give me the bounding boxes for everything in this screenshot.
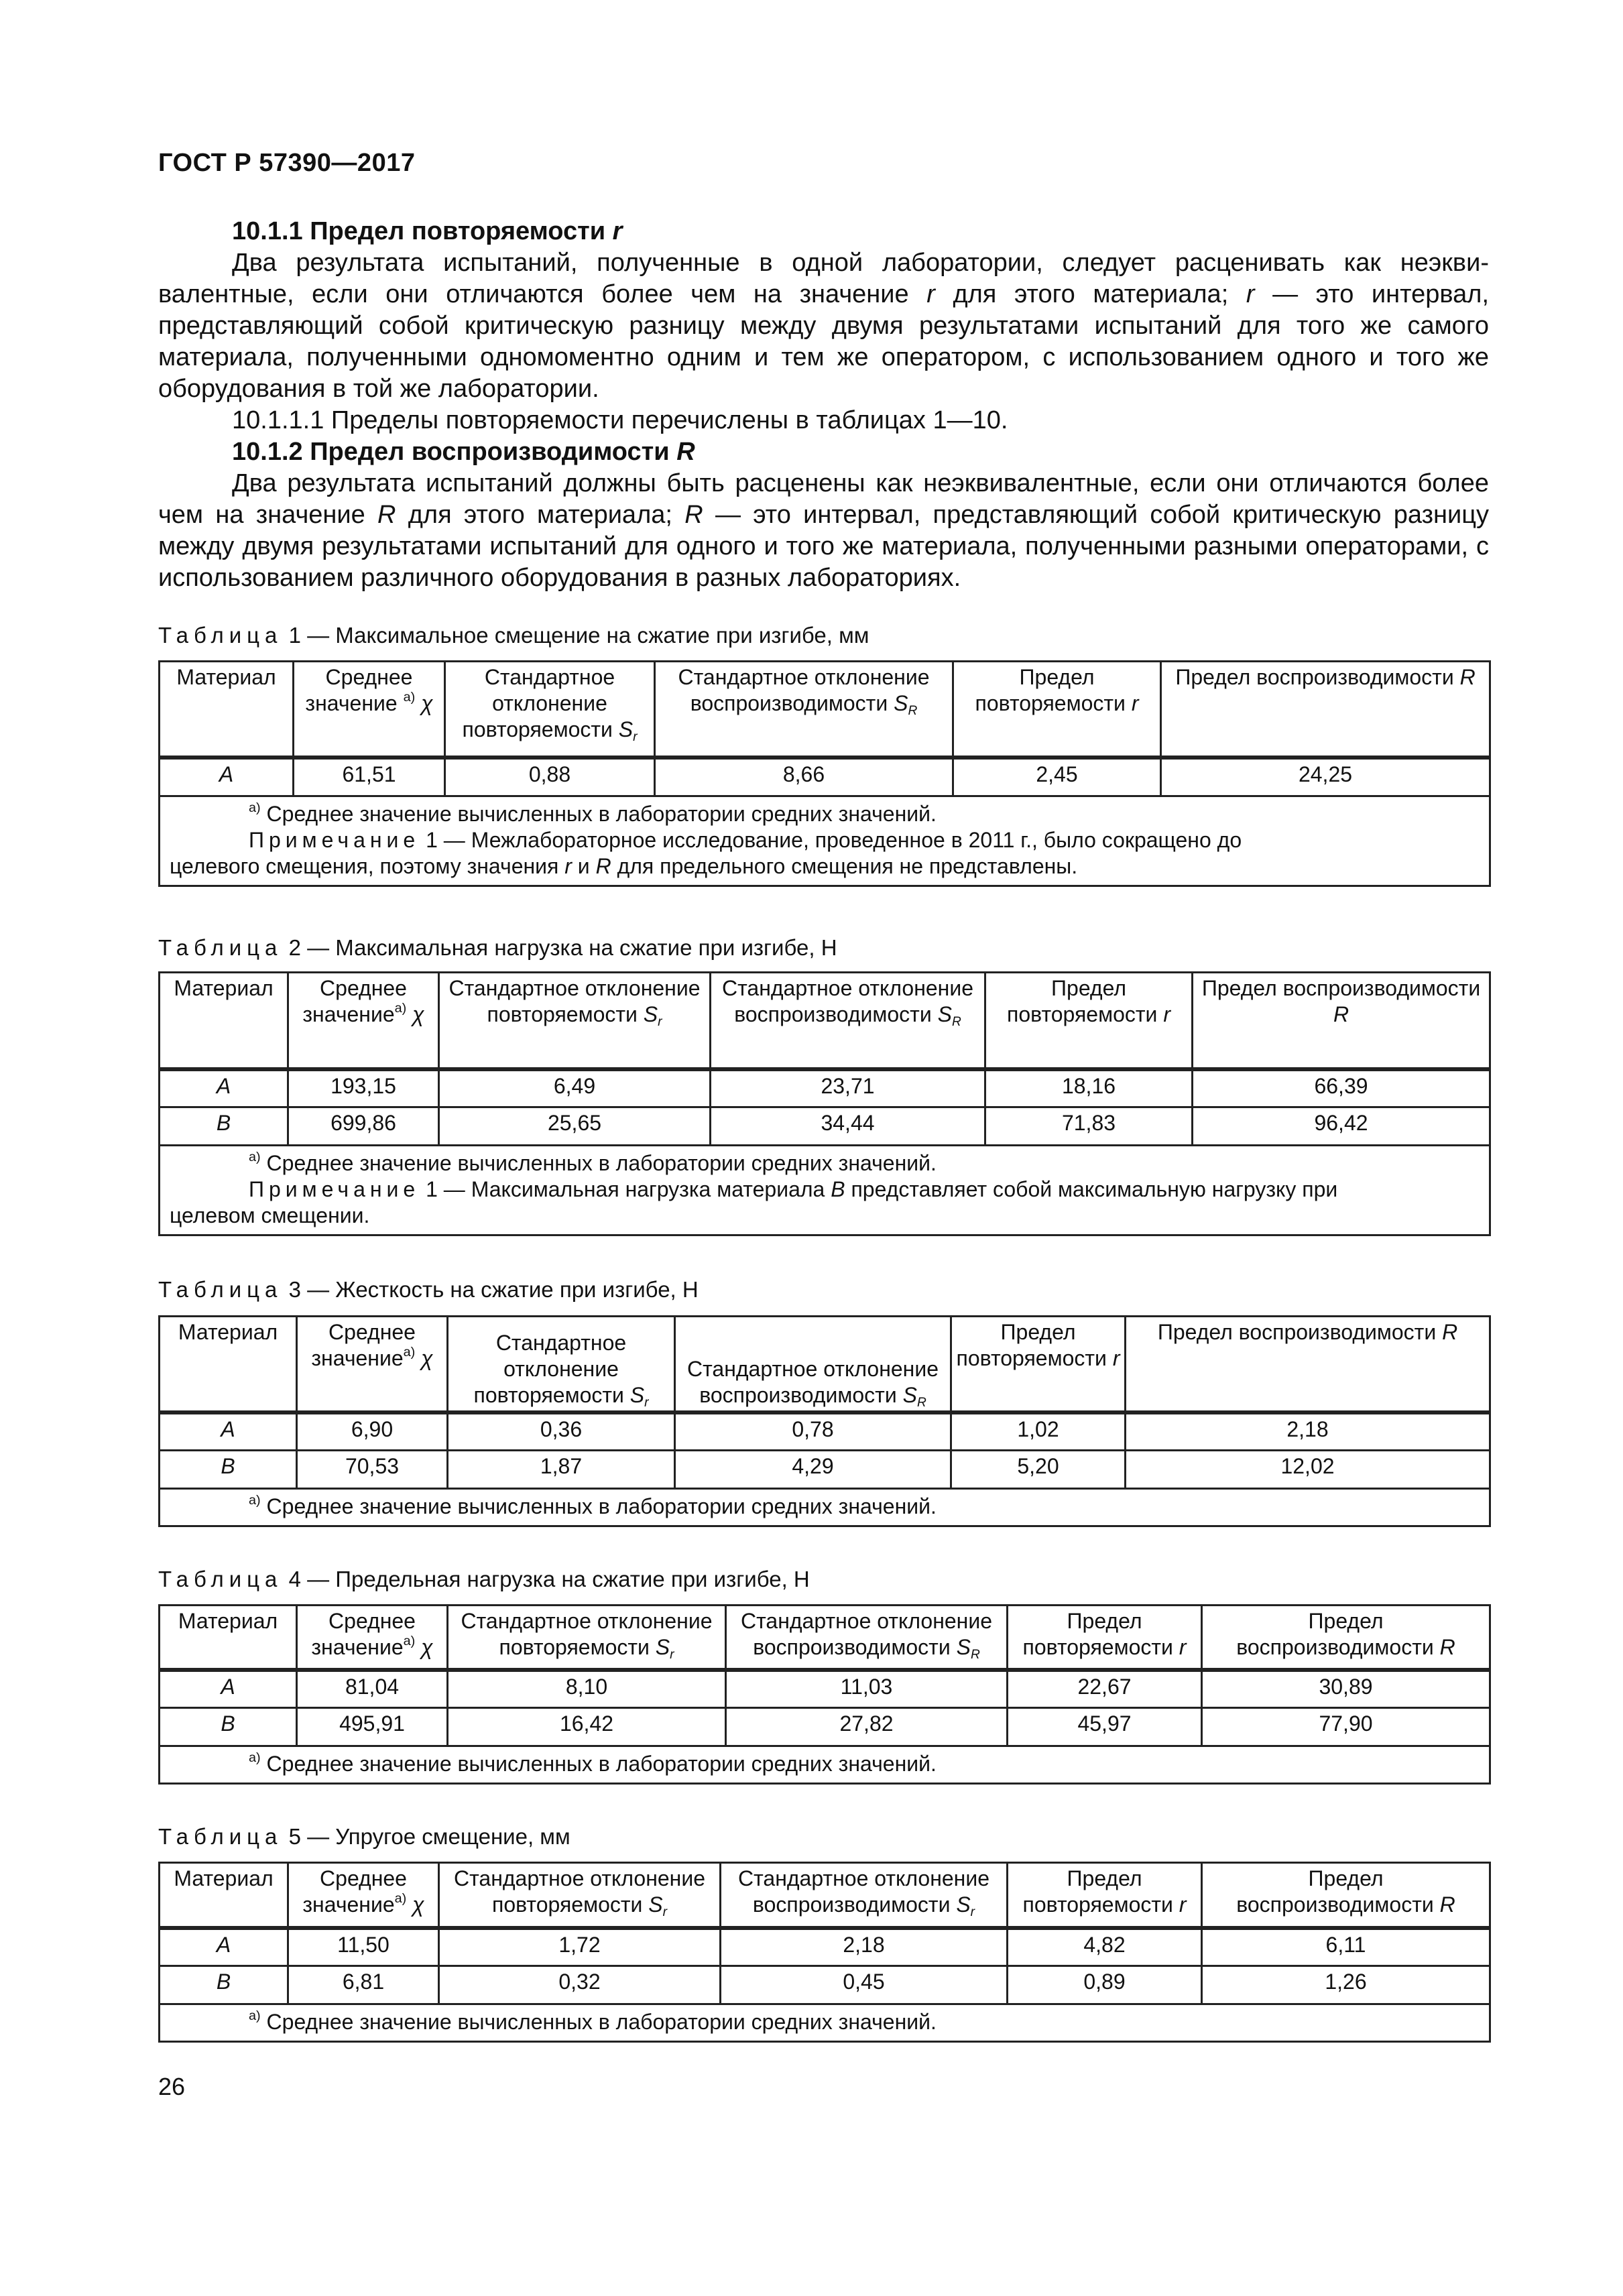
table3 xyxy=(158,1315,1491,1527)
table1 xyxy=(158,660,1491,887)
col-mean: Среднее значение$^{a)}$ χ xyxy=(288,973,439,1069)
table-cell: 11,50 xyxy=(288,1928,439,1966)
col-sd-repeatability: Стандартное отклонение повторяемости $S_r$ xyxy=(439,973,711,1069)
table1-notes xyxy=(160,796,1490,886)
table1-caption: Таблица 1 — Максимальное смещение на сжатие при изгибе, мм xyxy=(158,623,869,648)
table-cell: A xyxy=(160,758,294,796)
table-cell: 27,82 xyxy=(726,1708,1008,1746)
col-repeatability-limit: Предел повторяемости r xyxy=(1008,1863,1202,1928)
table-cell: 96,42 xyxy=(1193,1107,1490,1146)
paragraph-10-1-1-1: 10.1.1.1 Пределы повторяемости перечислены в таблицах 1—10. xyxy=(232,406,1008,434)
col-reproducibility-limit: Предел воспроизводимости R xyxy=(1202,1606,1490,1670)
col-material: Материал xyxy=(160,662,294,758)
footnote: $^{a)}$ Среднее значение вычисленных в лаборатории средних значений. xyxy=(249,800,937,826)
footnote: $^{a)}$ Среднее значение вычисленных в лаборатории средних значений. xyxy=(249,1750,937,1776)
table-cell: 495,91 xyxy=(297,1708,448,1746)
table2-header-row xyxy=(160,973,1490,1069)
table4-caption: Таблица 4 — Предельная нагрузка на сжатие при изгибе, Н xyxy=(158,1567,810,1591)
col-sd-repeatability: Стандартное отклонение повторяемости $S_r$ xyxy=(439,1863,721,1928)
table-row xyxy=(160,758,1490,796)
table-cell: 16,42 xyxy=(448,1708,726,1746)
table1-header-row xyxy=(160,662,1490,758)
col-repeatability-limit: Предел повторяемости r xyxy=(951,1317,1126,1412)
table-row xyxy=(160,1670,1490,1708)
col-sd-repeatability: Стандартное отклонение повторяемости $S_r$ xyxy=(445,662,655,758)
table-cell: 1,02 xyxy=(951,1412,1126,1451)
table-row xyxy=(160,1928,1490,1966)
col-sd-reproducibility: Стандартное отклонение воспроизводимости $S_R$ xyxy=(655,662,953,758)
table-cell: 22,67 xyxy=(1008,1670,1202,1708)
table-cell: 1,87 xyxy=(448,1451,675,1489)
table-cell: 1,72 xyxy=(439,1928,721,1966)
col-reproducibility-limit: Предел воспроизводимости R xyxy=(1202,1863,1490,1928)
note-continuation: целевого смещения, поэтому значения r и R для предельного смещения не представлены. xyxy=(170,854,1078,878)
col-reproducibility-limit: Предел воспроизводимости R xyxy=(1161,662,1490,758)
table-cell: 6,11 xyxy=(1202,1928,1490,1966)
col-mean: Среднее значение $^{a)}$ χ xyxy=(294,662,445,758)
page-number: 26 xyxy=(158,2073,186,2100)
col-mean: Среднее значение$^{a)}$ χ xyxy=(288,1863,439,1928)
table5 xyxy=(158,1862,1491,2043)
footnote: $^{a)}$ Среднее значение вычисленных в лаборатории средних значений. xyxy=(249,1493,937,1518)
table2-note-row xyxy=(160,1146,1490,1235)
table-cell: A xyxy=(160,1069,288,1107)
table4-note-row xyxy=(160,1746,1490,1784)
table-row xyxy=(160,1107,1490,1146)
table-cell: 0,32 xyxy=(439,1966,721,2004)
table-cell: 2,45 xyxy=(953,758,1161,796)
col-repeatability-limit: Предел повторяемости r xyxy=(953,662,1161,758)
table-cell: 2,18 xyxy=(721,1928,1008,1966)
col-mean: Среднее значение$^{a)}$ χ xyxy=(297,1606,448,1670)
table3-caption: Таблица 3 — Жесткость на сжатие при изгибе, Н xyxy=(158,1277,699,1302)
table-cell: 5,20 xyxy=(951,1451,1126,1489)
table4-header-row xyxy=(160,1606,1490,1670)
table-cell: 699,86 xyxy=(288,1107,439,1146)
table-cell: B xyxy=(160,1966,288,2004)
table-cell: 23,71 xyxy=(711,1069,985,1107)
table-cell: 18,16 xyxy=(985,1069,1193,1107)
table-cell: B xyxy=(160,1107,288,1146)
table-cell: B xyxy=(160,1451,297,1489)
table4 xyxy=(158,1604,1491,1785)
col-sd-repeatability: Стандартное отклонение повторяемости $S_r$ xyxy=(448,1606,726,1670)
table-row xyxy=(160,1451,1490,1489)
table-cell: 70,53 xyxy=(297,1451,448,1489)
table-row xyxy=(160,1966,1490,2004)
footnote: $^{a)}$ Среднее значение вычисленных в лаборатории средних значений. xyxy=(249,2008,937,2034)
body-text xyxy=(158,216,1489,594)
table2 xyxy=(158,971,1491,1236)
col-material: Материал xyxy=(160,1863,288,1928)
table-cell: 8,66 xyxy=(655,758,953,796)
table-cell: 12,02 xyxy=(1126,1451,1490,1489)
table2-caption: Таблица 2 — Максимальная нагрузка на сжатие при изгибе, Н xyxy=(158,935,837,960)
table-cell: 1,26 xyxy=(1202,1966,1490,2004)
table5-header-row xyxy=(160,1863,1490,1928)
col-sd-repeatability: Стандартное отклонение повторяемости $S_r$ xyxy=(448,1317,675,1412)
table-row xyxy=(160,1412,1490,1451)
col-reproducibility-limit: Предел воспроизводимости R xyxy=(1193,973,1490,1069)
note: Примечание 1 — Максимальная нагрузка материала B представляет собой максимальную нагрузку при xyxy=(249,1177,1338,1201)
col-sd-reproducibility: Стандартное отклонение воспроизводимости $S_R$ xyxy=(726,1606,1008,1670)
document-header: ГОСТ Р 57390—2017 xyxy=(158,149,416,177)
col-sd-reproducibility: Стандартное отклонение воспроизводимости $S_R$ xyxy=(675,1317,951,1412)
table3-header-row xyxy=(160,1317,1490,1412)
table-cell: 0,45 xyxy=(721,1966,1008,2004)
table-cell: 45,97 xyxy=(1008,1708,1202,1746)
note-continuation: целевом смещении. xyxy=(170,1203,370,1227)
table-cell: 61,51 xyxy=(294,758,445,796)
table-cell: 34,44 xyxy=(711,1107,985,1146)
table-cell: 25,65 xyxy=(439,1107,711,1146)
table4-notes xyxy=(160,1746,1490,1784)
paragraph-repeatability: Два результата испытаний, полученные в одной лаборатории, следует расценивать как неэкви-валентные, если они отличаются более чем на значение r для этого материала; r — это интервал, представляющий собой критическую разницу между двумя результатами испытаний для того же самого материала, полученными одномоментно одним и тем же оператором, с использованием одного и того же оборудования в той же лаборатории. xyxy=(158,249,1489,403)
table-cell: 0,89 xyxy=(1008,1966,1202,2004)
table2-notes xyxy=(160,1146,1490,1235)
table-cell: A xyxy=(160,1670,297,1708)
table-row xyxy=(160,1069,1490,1107)
table5-notes xyxy=(160,2004,1490,2042)
paragraph-reproducibility: Два результата испытаний должны быть расценены как неэквивалентные, если они отличаются более чем на значение R для этого материала; R — это интервал, представляющий собой критическую разницу между двумя результатами испытаний для одного и того же материала, полученными разными операторами, с использованием различного оборудования в разных лабораториях. xyxy=(158,469,1489,592)
table-cell: 6,90 xyxy=(297,1412,448,1451)
table-cell: 2,18 xyxy=(1126,1412,1490,1451)
section-heading-10-1-1: 10.1.1 Предел повторяемости r xyxy=(232,217,623,245)
col-repeatability-limit: Предел повторяемости r xyxy=(1008,1606,1202,1670)
table-cell: 71,83 xyxy=(985,1107,1193,1146)
table-cell: 0,36 xyxy=(448,1412,675,1451)
table-cell: 0,78 xyxy=(675,1412,951,1451)
table-cell: 193,15 xyxy=(288,1069,439,1107)
table-cell: 6,49 xyxy=(439,1069,711,1107)
table-cell: 8,10 xyxy=(448,1670,726,1708)
table3-note-row xyxy=(160,1489,1490,1526)
col-sd-reproducibility: Стандартное отклонение воспроизводимости $S_R$ xyxy=(711,973,985,1069)
table5-note-row xyxy=(160,2004,1490,2042)
table-cell: 4,29 xyxy=(675,1451,951,1489)
col-mean: Среднее значение$^{a)}$ χ xyxy=(297,1317,448,1412)
table1-note-row xyxy=(160,796,1490,886)
section-heading-10-1-2: 10.1.2 Предел воспроизводимости R xyxy=(232,438,695,466)
col-reproducibility-limit: Предел воспроизводимости R xyxy=(1126,1317,1490,1412)
col-sd-reproducibility: Стандартное отклонение воспроизводимости $S_r$ xyxy=(721,1863,1008,1928)
table-cell: 66,39 xyxy=(1193,1069,1490,1107)
table-cell: 0,88 xyxy=(445,758,655,796)
table-cell: A xyxy=(160,1928,288,1966)
col-repeatability-limit: Предел повторяемости r xyxy=(985,973,1193,1069)
table-cell: B xyxy=(160,1708,297,1746)
table-cell: 11,03 xyxy=(726,1670,1008,1708)
note: Примечание 1 — Межлабораторное исследование, проведенное в 2011 г., было сокращено до xyxy=(249,828,1242,852)
table-cell: 4,82 xyxy=(1008,1928,1202,1966)
table-cell: 24,25 xyxy=(1161,758,1490,796)
col-material: Материал xyxy=(160,1317,297,1412)
footnote: $^{a)}$ Среднее значение вычисленных в лаборатории средних значений. xyxy=(249,1150,937,1175)
col-material: Материал xyxy=(160,1606,297,1670)
table-cell: 30,89 xyxy=(1202,1670,1490,1708)
table-cell: 6,81 xyxy=(288,1966,439,2004)
col-material: Материал xyxy=(160,973,288,1069)
table-row xyxy=(160,1708,1490,1746)
table-cell: 81,04 xyxy=(297,1670,448,1708)
table-cell: A xyxy=(160,1412,297,1451)
table5-caption: Таблица 5 — Упругое смещение, мм xyxy=(158,1824,570,1849)
table3-notes xyxy=(160,1489,1490,1526)
table-cell: 77,90 xyxy=(1202,1708,1490,1746)
